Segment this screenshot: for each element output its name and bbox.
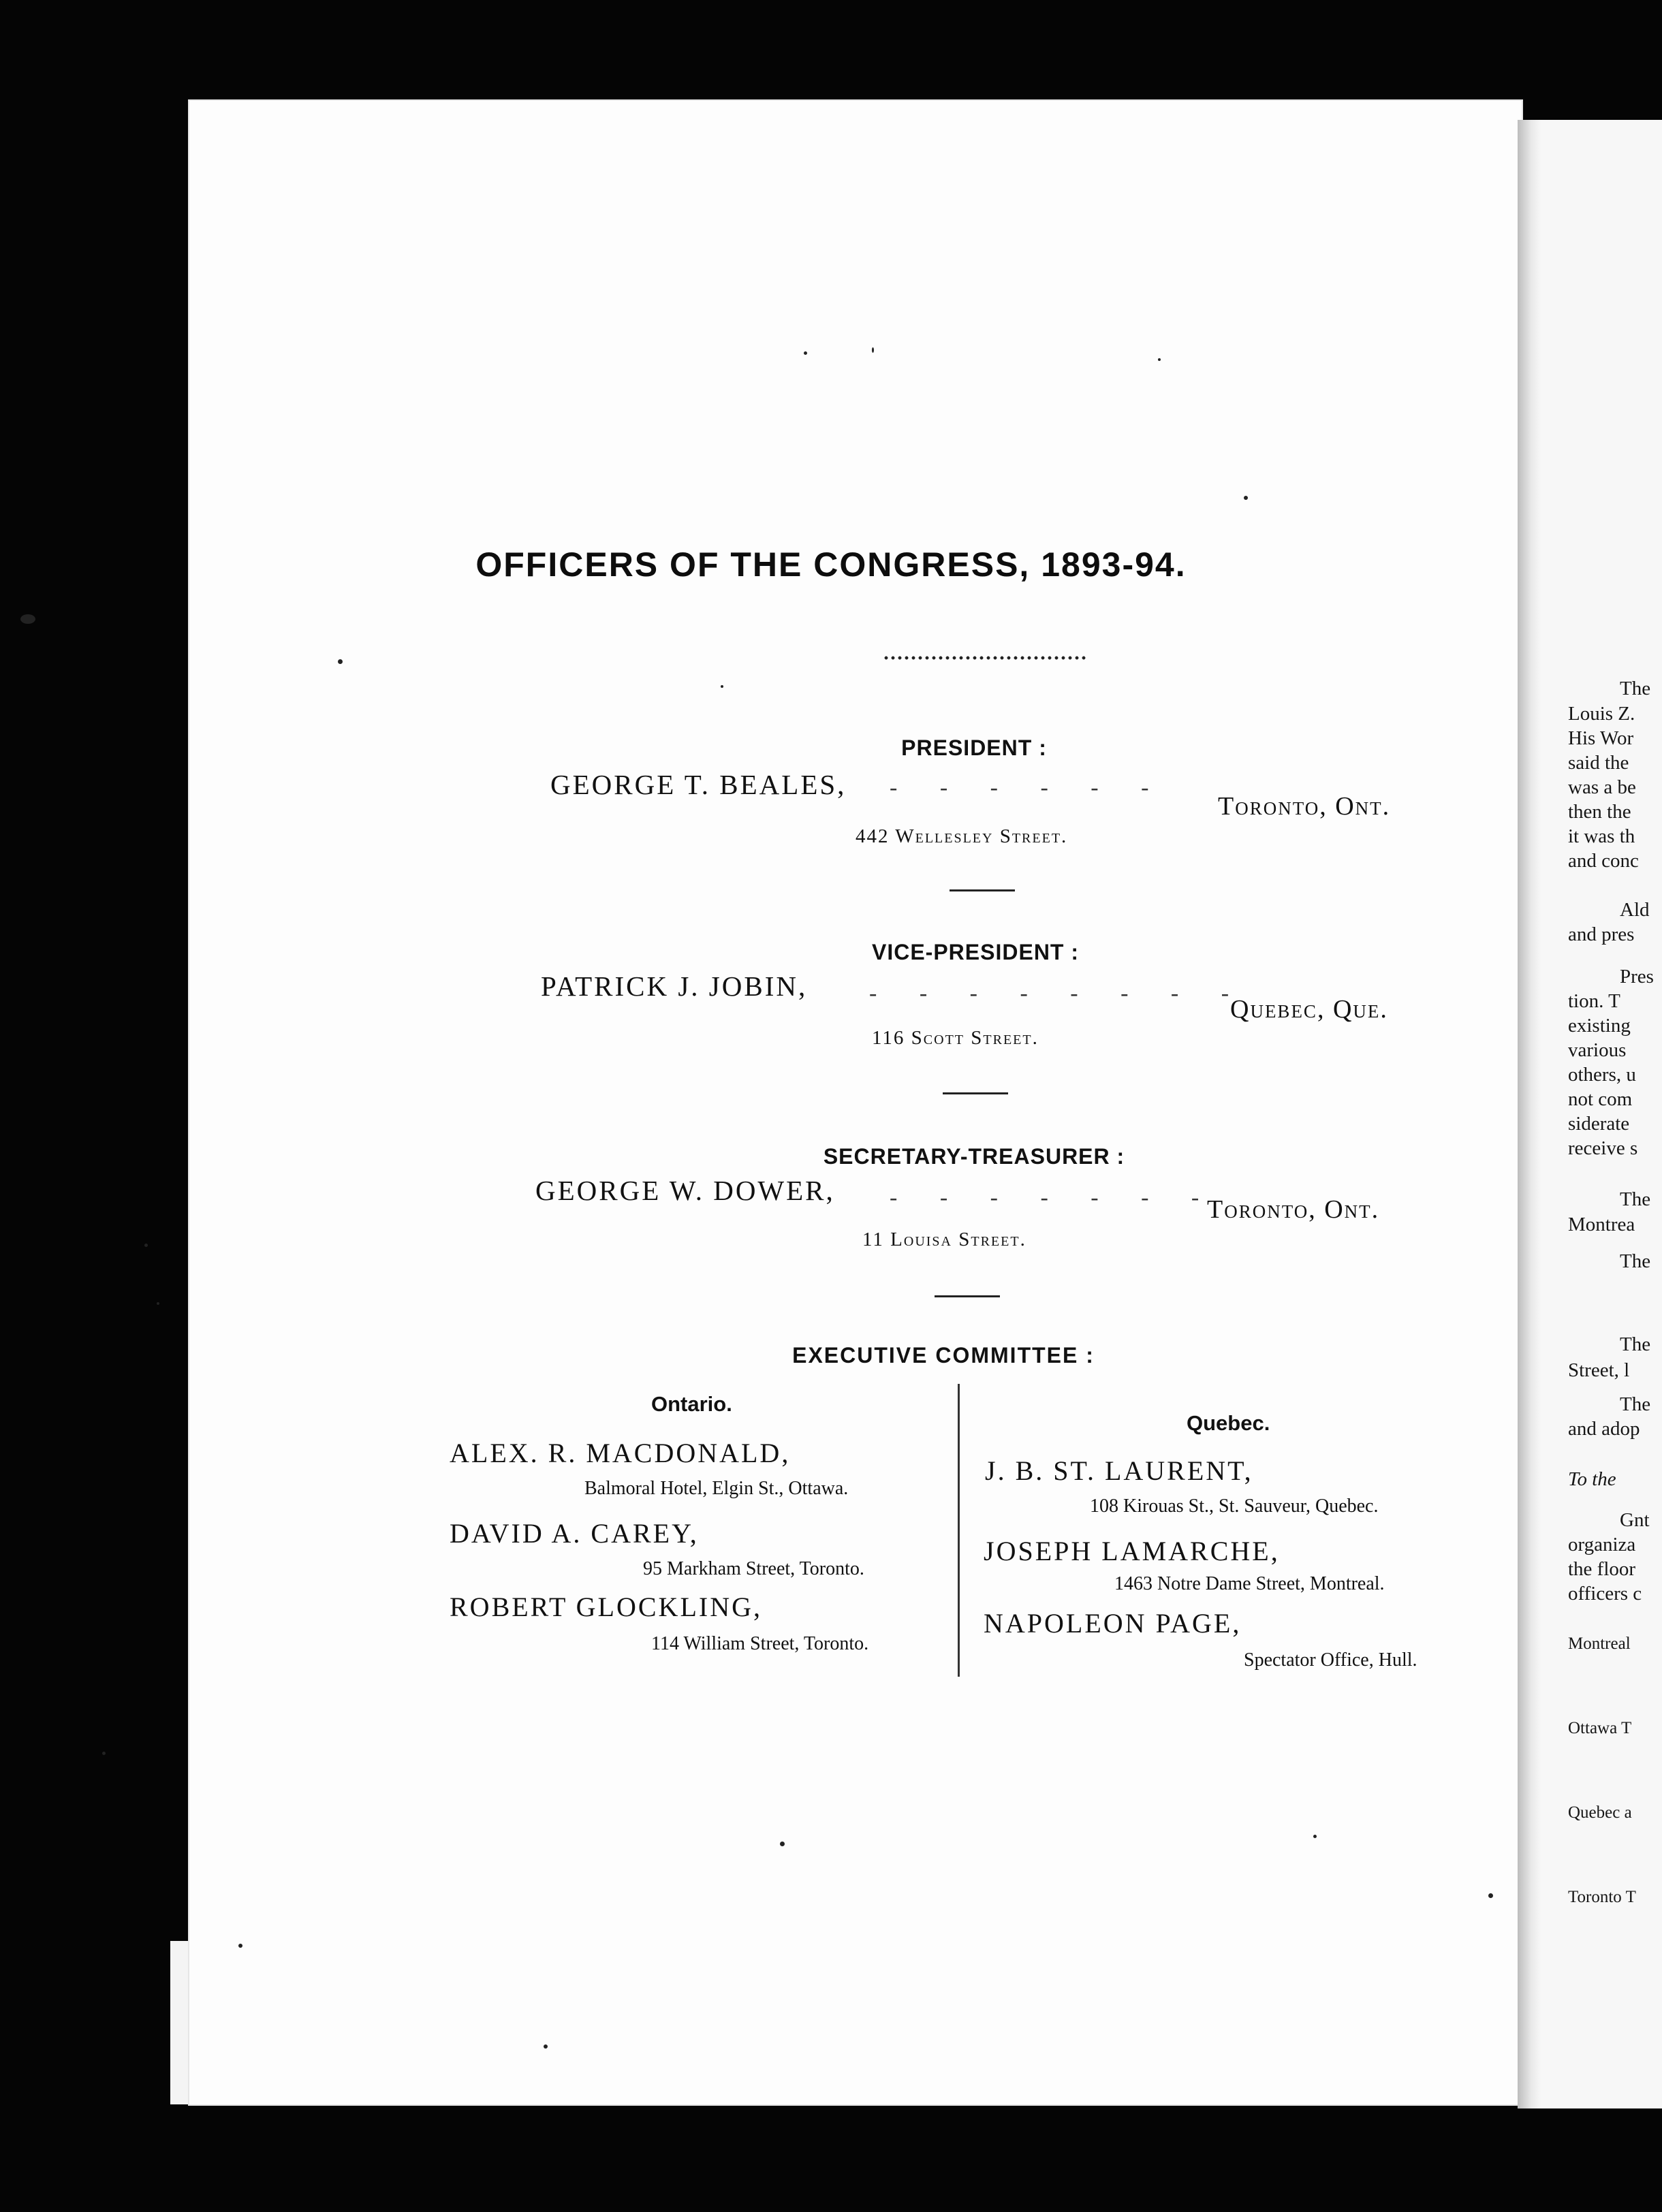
facing-text-line: not com [1568,1088,1633,1110]
dot-leader: - - - - - - - [890,1185,1218,1210]
section-divider [950,889,1015,891]
member-name: ROBERT GLOCKLING, [450,1592,762,1622]
section-divider [943,1092,1008,1094]
scan-speck [157,1302,159,1305]
member-name: ALEX. R. MACDONALD, [450,1438,791,1468]
member-address: Balmoral Hotel, Elgin St., Ottawa. [584,1478,849,1499]
scan-speck [804,351,807,355]
executive-heading: EXECUTIVE COMMITTEE : [792,1343,1095,1368]
scan-speck [780,1842,785,1846]
facing-text-line: To the [1568,1468,1616,1490]
facing-text-line: His Wor [1568,727,1634,749]
scan-speck [238,1944,242,1948]
scan-speck [721,685,723,688]
scan-speck [1158,358,1161,361]
member-name: DAVID A. CAREY, [450,1518,699,1549]
role-heading: PRESIDENT : [901,736,1047,760]
scan-speck [872,347,874,353]
facing-text-line: others, u [1568,1064,1636,1086]
member-name: JOSEPH LAMARCHE, [984,1536,1280,1566]
facing-text-line: The [1620,1333,1651,1355]
facing-text-line: existing [1568,1015,1631,1037]
dot-leader: - - - - - - [890,775,1167,800]
facing-text-line: Quebec a [1568,1803,1632,1822]
facing-text-line: Pres [1620,966,1654,988]
facing-text-line: Louis Z. [1568,703,1635,725]
scan-speck [102,1752,106,1755]
officer-city: Toronto, Ont. [1207,1195,1380,1224]
facing-text-line: and pres [1568,923,1635,945]
scan-speck [544,2044,548,2049]
facing-text-line: The [1620,1393,1651,1415]
officer-name: PATRICK J. JOBIN, [541,970,808,1002]
facing-text-line: and adop [1568,1418,1640,1440]
facing-text-line: receive s [1568,1137,1638,1159]
scan-speck [1244,496,1248,500]
page-title: OFFICERS OF THE CONGRESS, 1893-94. [475,546,1187,584]
facing-text-line: Street, l [1568,1359,1630,1381]
member-name: J. B. ST. LAURENT, [985,1455,1253,1486]
facing-text-line: said the [1568,752,1629,774]
ontario-heading: Ontario. [651,1392,732,1416]
facing-text-line: organiza [1568,1534,1636,1555]
column-divider [958,1384,960,1677]
facing-text-line: The [1620,1188,1651,1210]
officer-street: 116 Scott Street. [872,1027,1039,1049]
officer-street: 442 Wellesley Street. [856,825,1068,847]
officer-name: GEORGE T. BEALES, [550,769,847,800]
facing-text-line: Montrea [1568,1214,1635,1235]
member-address: 108 Kirouas St., St. Sauveur, Quebec. [1090,1496,1379,1517]
member-address: 1463 Notre Dame Street, Montreal. [1114,1573,1385,1594]
facing-text-line: siderate [1568,1113,1630,1135]
facing-text-line: The [1620,678,1651,699]
facing-text-line: tion. T [1568,990,1620,1012]
member-name: NAPOLEON PAGE, [984,1608,1242,1639]
officer-name: GEORGE W. DOWER, [535,1175,835,1206]
scan-speck [144,1244,148,1247]
book-gutter [1518,120,1541,2108]
facing-text-line: Ald [1620,899,1650,921]
role-heading: SECRETARY-TREASURER : [823,1144,1125,1169]
officer-street: 11 Louisa Street. [862,1229,1026,1250]
dot-leader: - - - - - - - - [869,981,1248,1006]
facing-text-line: various [1568,1039,1627,1061]
facing-text-line: the floor [1568,1558,1636,1580]
facing-text-line: was a be [1568,776,1636,798]
member-address: Spectator Office, Hull. [1244,1649,1417,1671]
quebec-heading: Quebec. [1187,1411,1270,1435]
member-address: 95 Markham Street, Toronto. [643,1558,864,1579]
facing-text-line: officers c [1568,1583,1642,1605]
role-heading: VICE-PRESIDENT : [871,940,1080,964]
facing-text-line: Ottawa T [1568,1719,1632,1737]
scan-speck [20,614,35,624]
facing-text-line: it was th [1568,825,1635,847]
member-address: 114 William Street, Toronto. [651,1633,869,1654]
facing-text-line: then the [1568,801,1631,823]
facing-text-line: Toronto T [1568,1888,1636,1906]
scan-speck [1488,1893,1493,1898]
officer-city: Toronto, Ont. [1218,792,1391,821]
facing-text-line: and conc [1568,850,1639,872]
officer-city: Quebec, Que. [1230,995,1388,1024]
section-divider [935,1295,1000,1297]
title-ornament [883,655,1087,661]
scan-speck [338,659,343,664]
facing-text-line: Gnt [1620,1509,1650,1531]
document-page [188,99,1523,2106]
scan-speck [1313,1835,1317,1838]
facing-text-line: The [1620,1250,1651,1272]
facing-text-line: Montreal [1568,1634,1631,1653]
